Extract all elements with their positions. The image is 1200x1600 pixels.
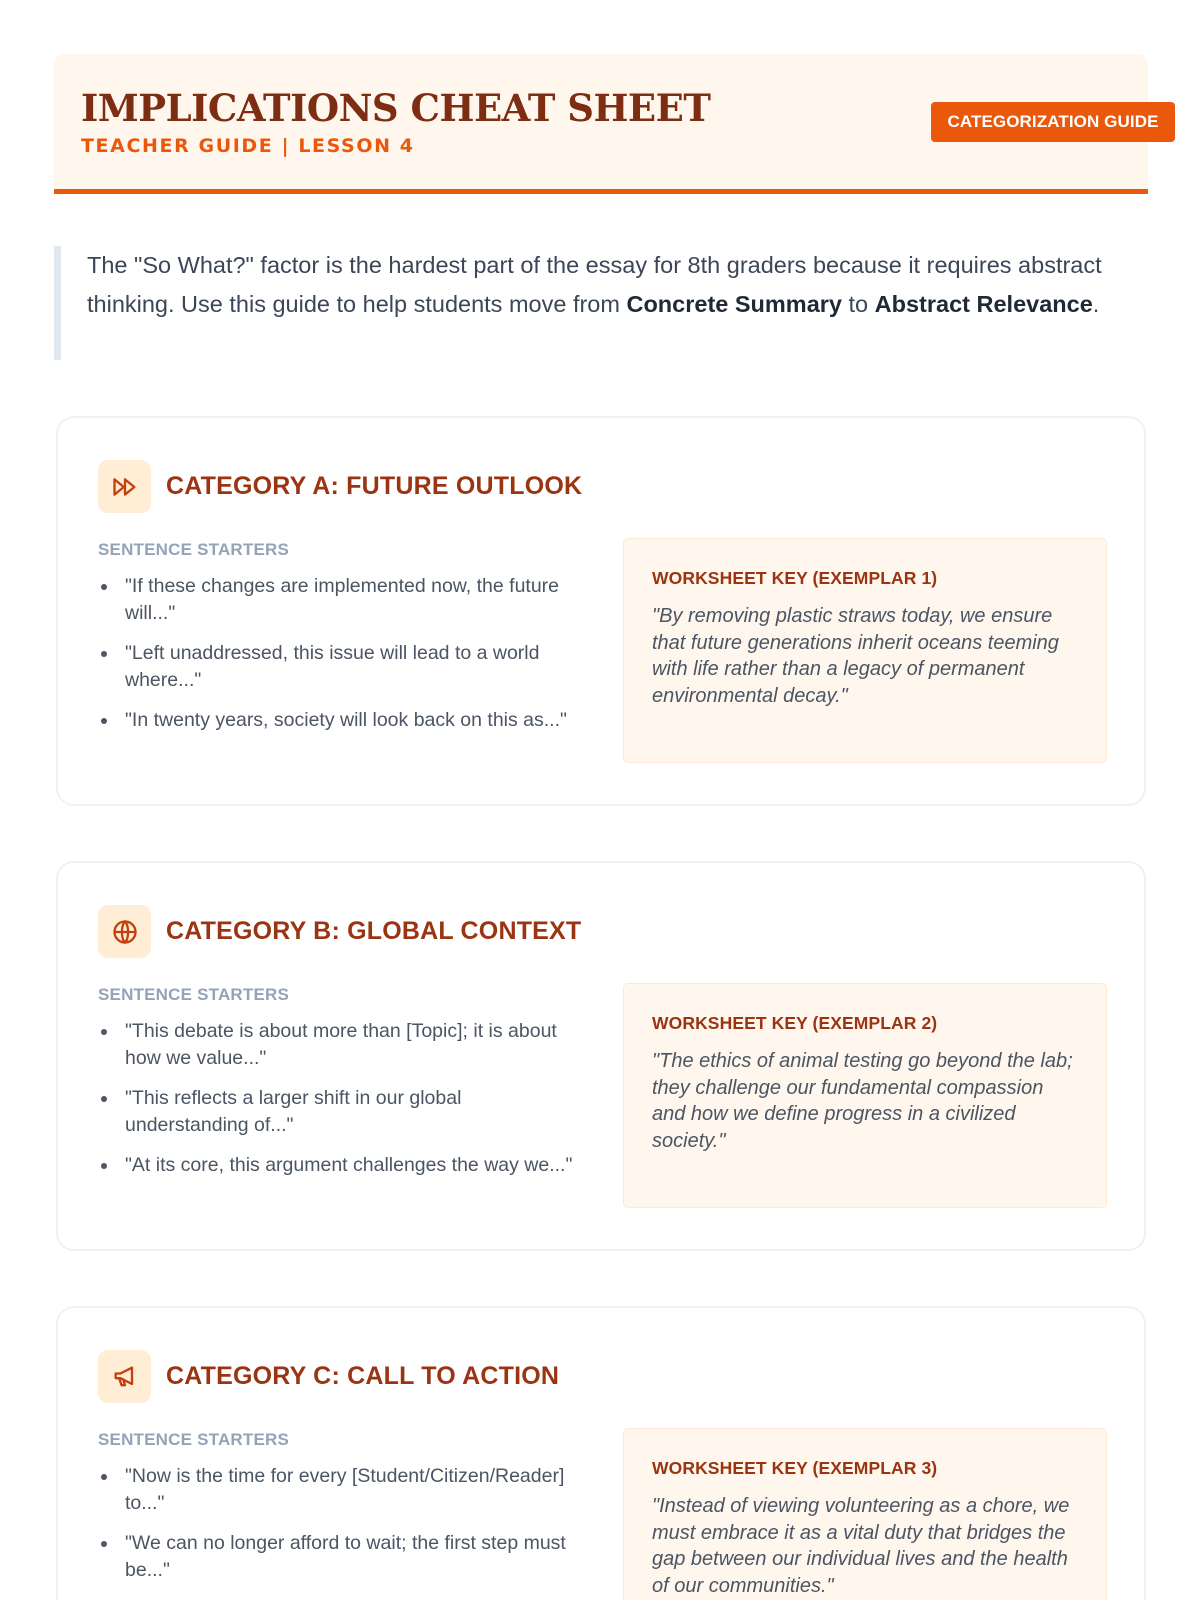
list-item: "In twenty years, society will look back on this as..." bbox=[98, 707, 578, 734]
category-title: CATEGORY B: GLOBAL CONTEXT bbox=[166, 917, 582, 945]
intro-text: to bbox=[841, 290, 875, 317]
worksheet-key-box bbox=[623, 983, 1107, 1208]
sentence-starters-label: SENTENCE STARTERS bbox=[98, 1430, 290, 1449]
page-title: IMPLICATIONS CHEAT SHEET bbox=[81, 86, 711, 130]
intro-callout bbox=[54, 246, 1148, 360]
sentence-starters-label: SENTENCE STARTERS bbox=[98, 985, 290, 1004]
intro-text: The "So What?" factor is the hardest part of the essay for 8th graders because it requires abstract thinking. Use this guide to help students move from bbox=[87, 252, 1102, 317]
intro-text: . bbox=[1092, 290, 1100, 317]
sentence-starters-list bbox=[98, 1463, 578, 1597]
worksheet-key-box bbox=[623, 538, 1107, 763]
intro-bold-abstract-relevance: Abstract Relevance bbox=[874, 290, 1093, 317]
page-header bbox=[54, 54, 1159, 194]
worksheet-key-label: WORKSHEET KEY (EXEMPLAR 1) bbox=[652, 568, 938, 588]
list-item: "If these changes are implemented now, the future will..." bbox=[98, 573, 578, 626]
category-card-call-to-action bbox=[56, 1306, 1146, 1600]
sentence-starters-list bbox=[98, 1018, 578, 1193]
worksheet-key-exemplar: "Instead of viewing volunteering as a chore, we must embrace it as a vital duty that bridges the gap between our individual lives and the health of our communities." bbox=[652, 1495, 1070, 1597]
worksheet-key-exemplar: "By removing plastic straws today, we ensure that future generations inherit oceans teeming with life rather than a legacy of permanent environmental decay." bbox=[652, 605, 1059, 707]
list-item: "Now is the time for every [Student/Citizen/Reader] to..." bbox=[98, 1463, 578, 1516]
category-card-global-context bbox=[56, 861, 1146, 1251]
intro-bold-concrete-summary: Concrete Summary bbox=[626, 290, 842, 317]
categorization-guide-badge: CATEGORIZATION GUIDE bbox=[931, 102, 1175, 142]
worksheet-key-label: WORKSHEET KEY (EXEMPLAR 3) bbox=[652, 1458, 938, 1478]
list-item: "We can no longer afford to wait; the first step must be..." bbox=[98, 1530, 578, 1583]
list-item: "This debate is about more than [Topic]; it is about how we value..." bbox=[98, 1018, 578, 1071]
list-item: "At its core, this argument challenges the way we..." bbox=[98, 1152, 578, 1179]
page-subtitle: TEACHER GUIDE | LESSON 4 bbox=[81, 135, 415, 157]
globe-icon bbox=[98, 905, 151, 958]
list-item: "Left unaddressed, this issue will lead to a world where..." bbox=[98, 640, 578, 693]
worksheet-key-label: WORKSHEET KEY (EXEMPLAR 2) bbox=[652, 1013, 938, 1033]
fast-forward-icon bbox=[98, 460, 151, 513]
worksheet-key-exemplar: "The ethics of animal testing go beyond the lab; they challenge our fundamental compassion and how we define progress in a civilized society." bbox=[652, 1050, 1073, 1152]
category-title: CATEGORY A: FUTURE OUTLOOK bbox=[166, 472, 583, 500]
megaphone-icon bbox=[98, 1350, 151, 1403]
category-title: CATEGORY C: CALL TO ACTION bbox=[166, 1362, 560, 1390]
worksheet-key-box bbox=[623, 1428, 1107, 1600]
list-item: "This reflects a larger shift in our global understanding of..." bbox=[98, 1085, 578, 1138]
category-card-future-outlook bbox=[56, 416, 1146, 806]
sentence-starters-label: SENTENCE STARTERS bbox=[98, 540, 290, 559]
sentence-starters-list bbox=[98, 573, 578, 748]
